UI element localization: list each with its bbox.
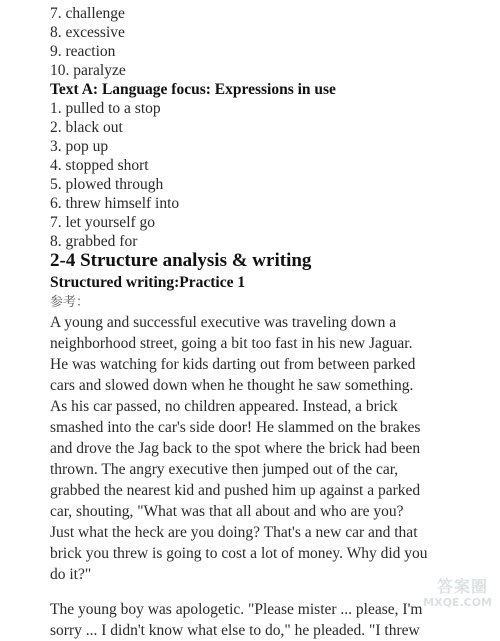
watermark-logo bbox=[422, 574, 492, 614]
expression-item: 1. pulled to a stop bbox=[50, 100, 161, 117]
expression-item: 6. threw himself into bbox=[50, 195, 180, 212]
paragraph-line: smashed into the car's side door! He slammed on the brakes bbox=[50, 419, 421, 436]
expression-item: 4. stopped short bbox=[50, 157, 149, 174]
expression-item: 5. plowed through bbox=[50, 176, 164, 193]
paragraph-line: and drove the Jag back to the spot where the brick had been bbox=[50, 440, 421, 457]
watermark-bottom-text: MXQE.COM bbox=[423, 596, 492, 609]
vocab-item: 8. excessive bbox=[50, 24, 125, 41]
paragraph-line: Just what the heck are you doing? That's a new car and that bbox=[50, 524, 418, 541]
expression-item: 3. pop up bbox=[50, 138, 109, 155]
paragraph-line: brick you threw is going to cost a lot of money. Why did you bbox=[50, 545, 428, 562]
text-a-heading: Text A: Language focus: Expressions in use bbox=[50, 81, 336, 98]
paragraph-line: do it?" bbox=[50, 566, 92, 583]
paragraph-line: thrown. The angry executive then jumped out of the car, bbox=[50, 461, 399, 478]
paragraph-line: As his car passed, no children appeared. Instead, a brick bbox=[50, 398, 398, 415]
vocab-item: 7. challenge bbox=[50, 5, 125, 22]
paragraph-line: The young boy was apologetic. "Please mister ... please, I'm bbox=[50, 601, 423, 618]
reference-label: 参考： bbox=[50, 294, 90, 309]
paragraph-line: neighborhood street, going a bit too fast in his new Jaguar. bbox=[50, 335, 413, 352]
expression-item: 7. let yourself go bbox=[50, 214, 156, 231]
paragraph-line: car, shouting, "What was that all about and who are you? bbox=[50, 503, 404, 520]
paragraph-line: cars and slowed down when he thought he saw something. bbox=[50, 377, 414, 394]
vocab-item: 9. reaction bbox=[50, 43, 116, 60]
practice-heading: Structured writing:Practice 1 bbox=[50, 274, 246, 291]
expression-item: 2. black out bbox=[50, 119, 123, 136]
paragraph-line: sorry ... I didn't know what else to do," he pleaded. "I threw bbox=[50, 622, 420, 639]
vocab-item: 10. paralyze bbox=[50, 62, 126, 79]
expression-item: 8. grabbed for bbox=[50, 233, 138, 250]
paragraph-line: grabbed the nearest kid and pushed him up against a parked bbox=[50, 482, 421, 499]
paragraph-line: He was watching for kids darting out from between parked bbox=[50, 356, 416, 373]
watermark-top-text: 答案圈 bbox=[436, 577, 488, 596]
paragraph-line: A young and successful executive was traveling down a bbox=[50, 314, 397, 331]
section-heading: 2-4 Structure analysis & writing bbox=[50, 250, 312, 271]
